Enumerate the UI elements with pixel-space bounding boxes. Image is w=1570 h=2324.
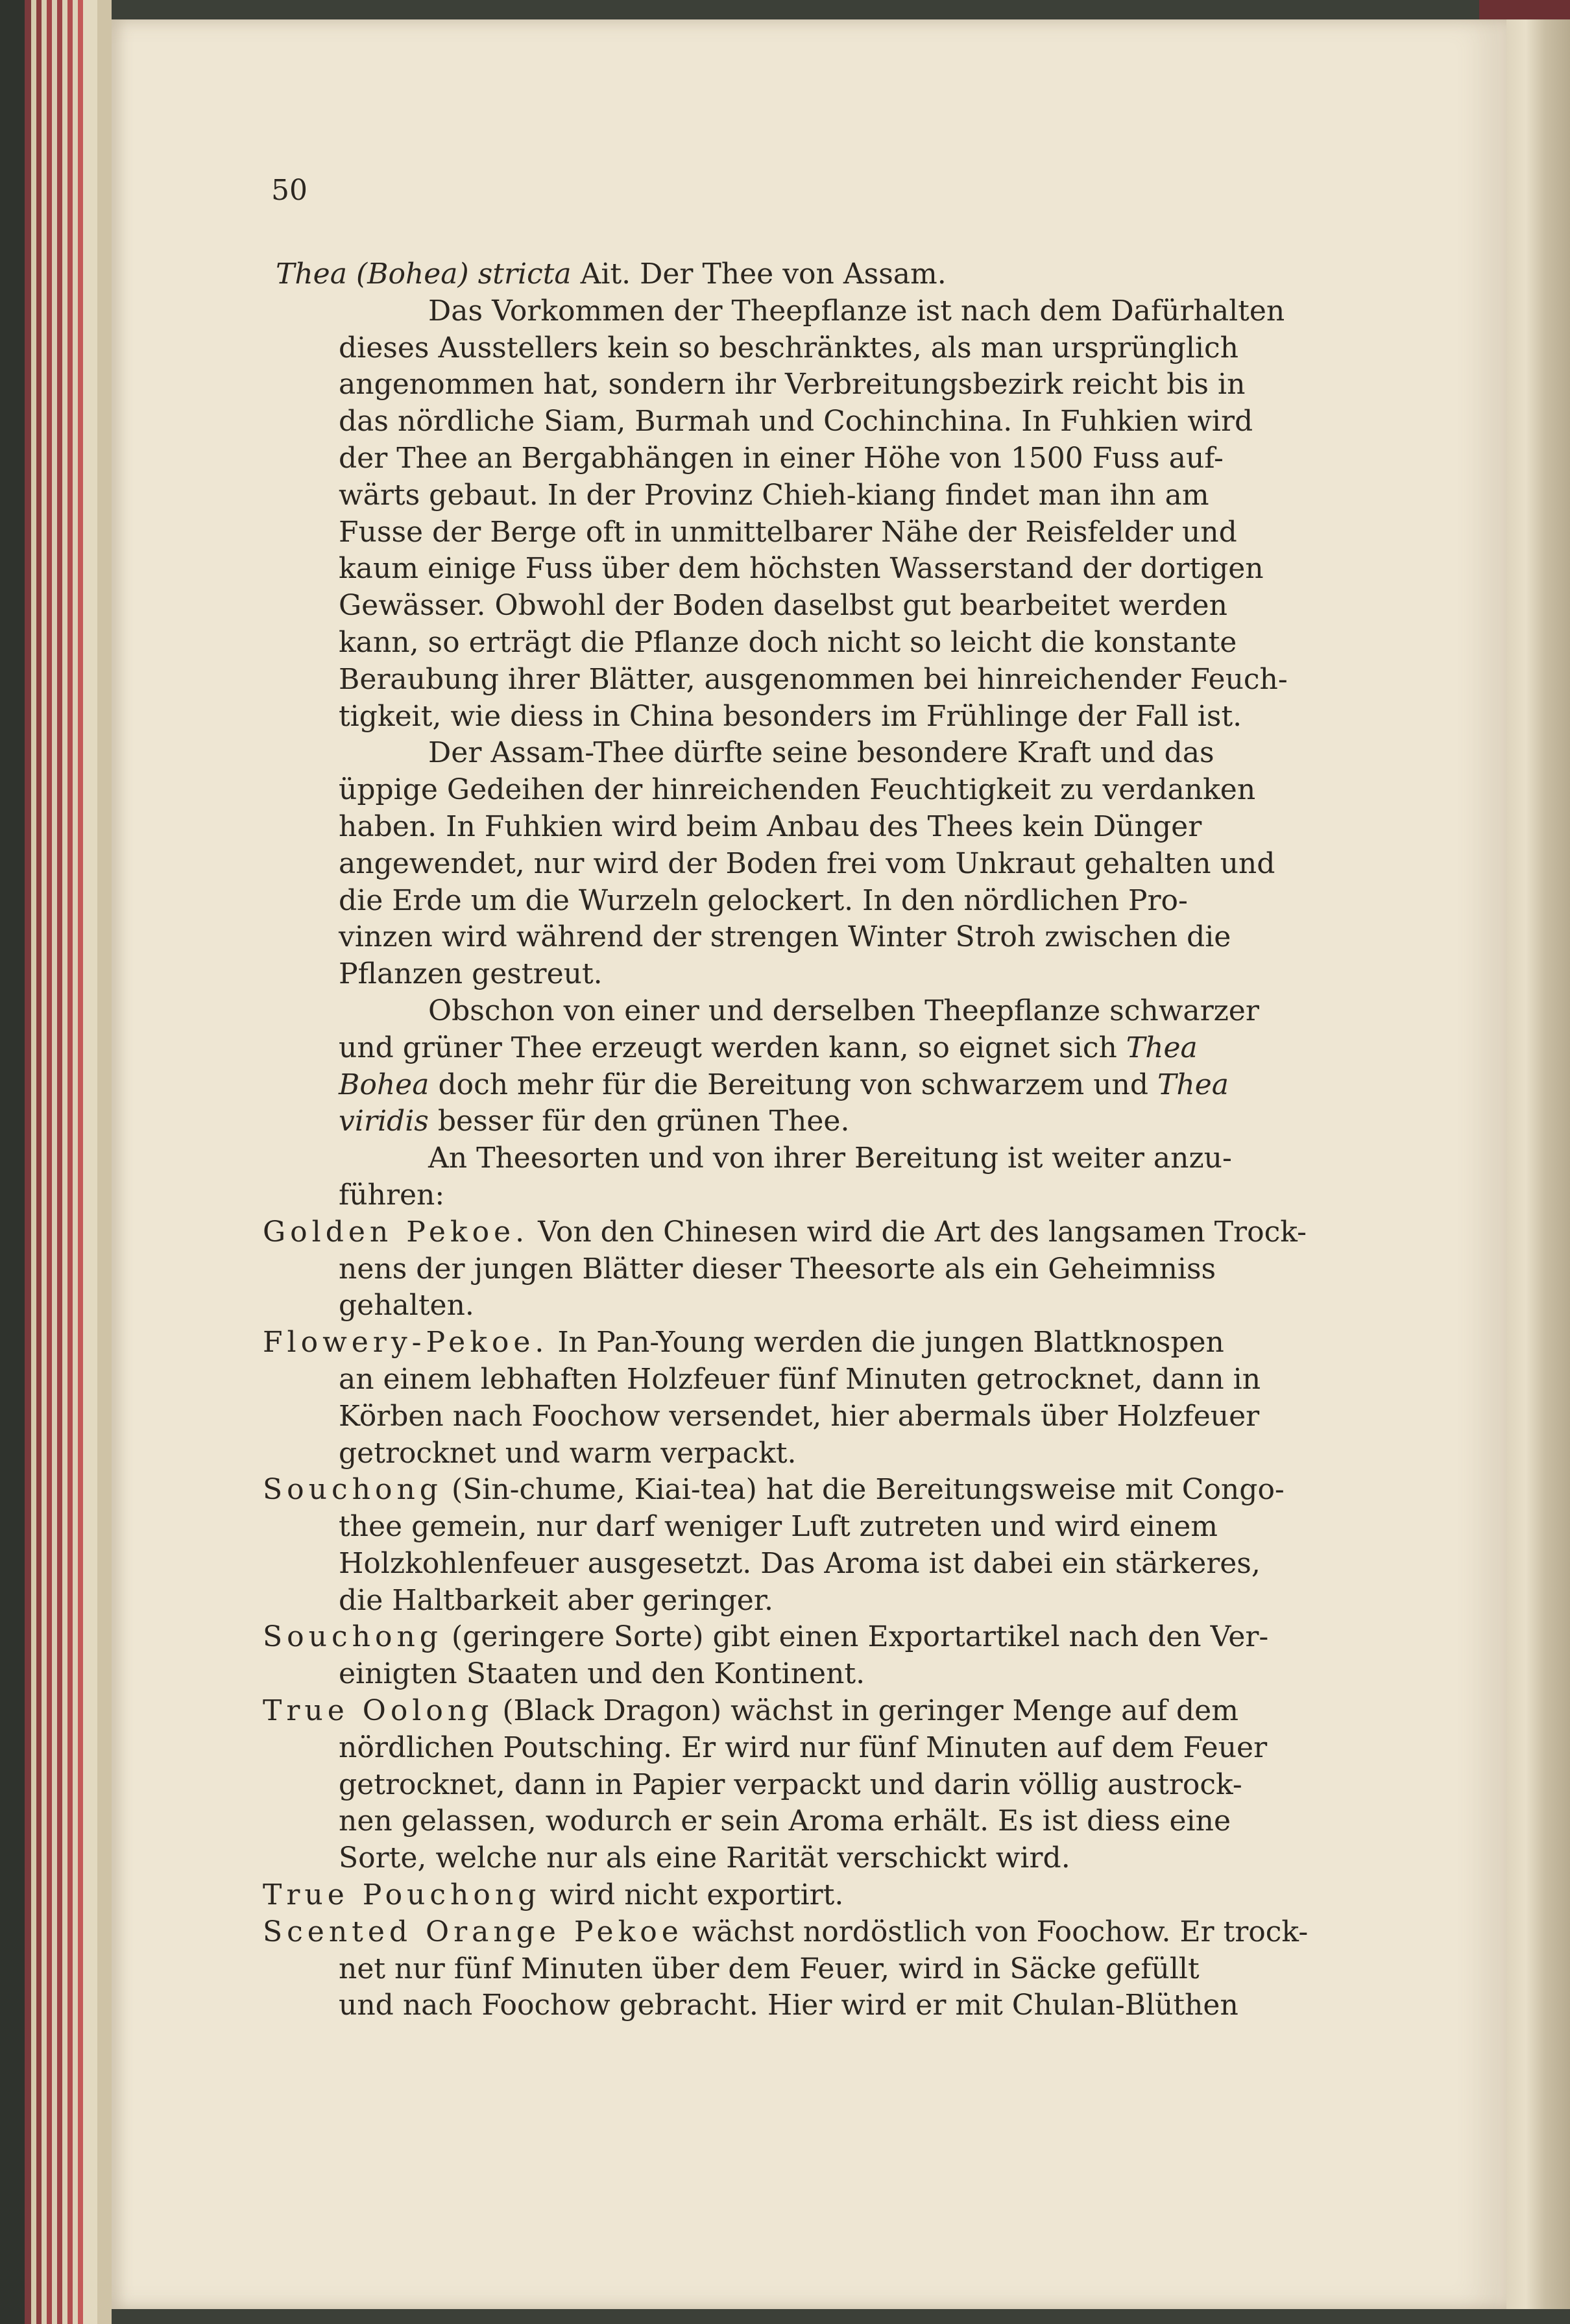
tea-term: True Pouchong (263, 1878, 541, 1912)
tea-entry-first-line (256, 1877, 1340, 1914)
latin-term: Bohea (339, 1068, 429, 1101)
text-line: der Thee an Bergabhängen in einer Höhe von 1500 Fuss auf- (339, 441, 1224, 475)
text-segment: wird nicht exportirt. (550, 1878, 844, 1912)
text-line: Holzkohlenfeuer ausgesetzt. Das Aroma ist dabei ein stärkeres, (339, 1546, 1261, 1580)
text-line: angewendet, nur wird der Boden frei vom Unkraut gehalten und (339, 846, 1275, 880)
heading-latin-name: Thea (Bohea) stricta (276, 258, 572, 291)
page-fore-edge (1506, 19, 1570, 2309)
text-line: einigten Staaten und den Kontinent. (339, 1657, 865, 1691)
text-line (256, 1030, 1340, 1067)
text-line: dieses Ausstellers kein so beschränktes, als man ursprünglich (339, 331, 1238, 365)
text-line: kaum einige Fuss über dem höchsten Wasserstand der dortigen (339, 552, 1264, 586)
heading-rest: Ait. Der Thee von Assam. (571, 258, 947, 291)
text-line: Körben nach Foochow versendet, hier abermals über Holzfeuer (339, 1399, 1260, 1433)
text-line: die Erde um die Wurzeln gelockert. In den nördlichen Pro- (339, 883, 1188, 917)
latin-term: viridis (339, 1105, 429, 1138)
tea-entry-first-line (256, 1693, 1340, 1730)
text-line: üppige Gedeihen der hinreichenden Feuchtigkeit zu verdanken (339, 773, 1256, 807)
tea-term: Souchong (263, 1620, 442, 1654)
text-line: das nördliche Siam, Burmah und Cochinchina. In Fuhkien wird (339, 405, 1253, 438)
text-line: Der Assam-Thee dürfte seine besondere Kraft und das (428, 736, 1214, 770)
text-line: tigkeit, wie diess in China besonders im Frühlinge der Fall ist. (339, 699, 1242, 733)
tea-term: Souchong (263, 1473, 442, 1507)
page-number: 50 (271, 174, 308, 207)
text-line: An Theesorten und von ihrer Bereitung ist weiter anzu- (428, 1142, 1232, 1175)
text-line: nens der jungen Blätter dieser Theesorte als ein Geheimniss (339, 1252, 1216, 1286)
text-line: kann, so erträgt die Pflanze doch nicht so leicht die konstante (339, 625, 1237, 659)
tea-entry-first-line (256, 1914, 1340, 1951)
text-line: und nach Foochow gebracht. Hier wird er mit Chulan-Blüthen (339, 1989, 1238, 2022)
page-text (256, 156, 1340, 2024)
text-line: wärts gebaut. In der Provinz Chieh-kiang findet man ihn am (339, 478, 1209, 512)
text-line: Das Vorkommen der Theepflanze ist nach dem Dafürhalten (428, 294, 1285, 328)
tea-term: Flowery-Pekoe. (263, 1326, 549, 1360)
tea-term: Scented Orange Pekoe (263, 1915, 683, 1948)
text-line: gehalten. (339, 1289, 474, 1323)
text-line: getrocknet, dann in Papier verpackt und darin völlig austrock- (339, 1767, 1242, 1801)
text-line: haben. In Fuhkien wird beim Anbau des Thees kein Dünger (339, 809, 1202, 843)
text-line: die Haltbarkeit aber geringer. (339, 1583, 773, 1617)
text-line: Obschon von einer und derselben Theepflanze schwarzer (428, 994, 1259, 1027)
text-line: angenommen hat, sondern ihr Verbreitungsbezirk reicht bis in (339, 368, 1246, 401)
text-segment: besser für den grünen Thee. (437, 1105, 850, 1138)
text-line (256, 1067, 1340, 1104)
tea-term: Golden Pekoe. (263, 1215, 529, 1249)
text-line: an einem lebhaften Holzfeuer fünf Minuten getrocknet, dann in (339, 1362, 1261, 1396)
text-line (256, 1103, 1340, 1140)
tea-entry-first-line (256, 1619, 1340, 1656)
text-line: Gewässer. Obwohl der Boden daselbst gut bearbeitet werden (339, 589, 1227, 623)
text-segment: doch mehr für die Bereitung von schwarzem und (438, 1068, 1149, 1101)
text-line: nördlichen Poutsching. Er wird nur fünf Minuten auf dem Feuer (339, 1731, 1268, 1764)
text-line: Sorte, welche nur als eine Rarität verschickt wird. (339, 1841, 1070, 1875)
text-line: Beraubung ihrer Blätter, ausgenommen bei hinreichender Feuch- (339, 662, 1288, 696)
text-line: Fusse der Berge oft in unmittelbarer Nähe der Reisfelder und (339, 515, 1237, 549)
tea-entry-first-line (256, 1324, 1340, 1361)
text-line: nen gelassen, wodurch er sein Aroma erhält. Es ist diess eine (339, 1804, 1231, 1838)
text-segment: wächst nordöstlich von Foochow. Er trock- (692, 1915, 1309, 1948)
text-line: getrocknet und warm verpackt. (339, 1436, 797, 1470)
tea-entry-first-line (256, 1472, 1340, 1509)
text-line: Pflanzen gestreut. (339, 957, 603, 991)
latin-term: Thea (1126, 1031, 1198, 1064)
text-line: thee gemein, nur darf weniger Luft zutreten und wird einem (339, 1510, 1218, 1544)
section-heading (256, 256, 1340, 293)
text-line: net nur fünf Minuten über dem Feuer, wird in Säcke gefüllt (339, 1952, 1200, 1985)
tea-term: True Oolong (263, 1694, 494, 1728)
text-segment: In Pan-Young werden die jungen Blattknospen (557, 1326, 1224, 1360)
text-segment: und grüner Thee erzeugt werden kann, so eignet sich (339, 1031, 1117, 1064)
text-segment: (Sin-chume, Kiai-tea) hat die Bereitungsweise mit Congo- (451, 1473, 1285, 1507)
text-line: führen: (339, 1178, 445, 1212)
text-line: vinzen wird während der strengen Winter Stroh zwischen die (339, 920, 1231, 954)
tea-entry-first-line (256, 1214, 1340, 1251)
text-segment: Von den Chinesen wird die Art des langsamen Trock- (538, 1215, 1307, 1249)
latin-term: Thea (1157, 1068, 1229, 1101)
text-segment: (Black Dragon) wächst in geringer Menge auf dem (502, 1694, 1238, 1728)
text-segment: (geringere Sorte) gibt einen Exportartikel nach den Ver- (451, 1620, 1269, 1654)
book-cover-corner (1479, 0, 1570, 19)
book-binding-edge (0, 0, 112, 2324)
